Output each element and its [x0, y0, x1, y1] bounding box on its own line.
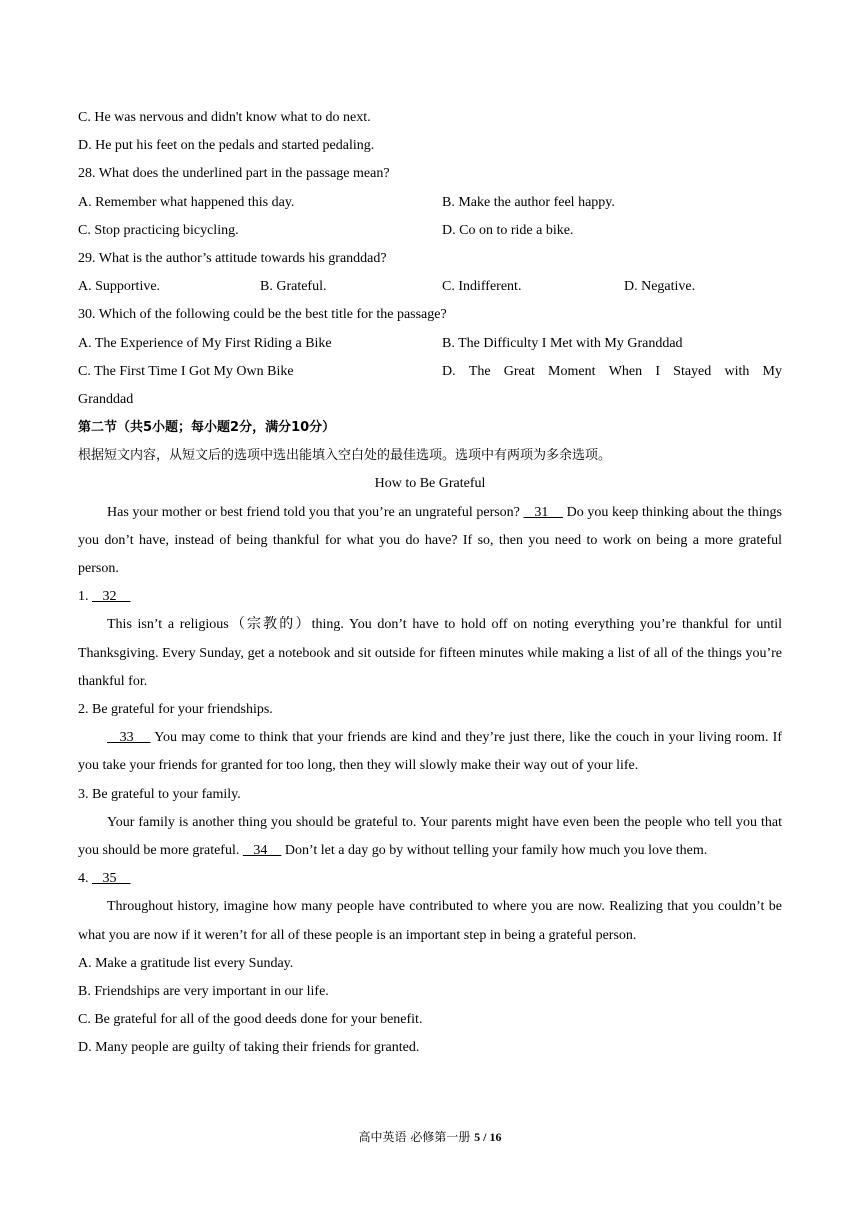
- q30-option-d-word: Great: [503, 363, 535, 379]
- q30-options-row-1: [78, 330, 782, 358]
- q30-option-d-word: My: [762, 363, 782, 379]
- answer-option-d: D. Many people are guilty of taking their friends for granted.: [78, 1040, 420, 1056]
- passage-paragraph-3: [78, 724, 782, 780]
- q28-options-row-1: [78, 189, 782, 217]
- heading-item-1: [78, 583, 782, 611]
- page-content: [78, 104, 782, 1063]
- blank-35: 35: [92, 871, 131, 887]
- q30-option-c: C. The First Time I Got My Own Bike: [78, 363, 294, 379]
- page-footer: [0, 1128, 860, 1145]
- q30-option-d-word: The: [468, 363, 491, 379]
- answer-option-b: B. Friendships are very important in our life.: [78, 984, 329, 999]
- q29-option-b: B. Grateful.: [260, 279, 327, 295]
- q30-option-b: B. The Difficulty I Met with My Granddad: [442, 335, 683, 351]
- q28-option-a: A. Remember what happened this day.: [78, 194, 295, 210]
- passage-paragraph-2: This isn’t a religious（宗教的）thing. You don’t have to hold off on noting everything you’re thankful for until Thanksgiving. Every Sunday, get a notebook and sit outside for fifteen minutes while making a list of all of the things you’re thankful for.: [78, 617, 782, 689]
- answer-option-a: A. Make a gratitude list every Sunday.: [78, 955, 294, 971]
- passage-paragraph-4: [78, 809, 782, 865]
- passage-text: Do you keep thinking about the things you don’t have, instead of being thankful for what you do have? If so, then you need to work on being a more grateful person.: [78, 504, 783, 577]
- q28-option-c: C. Stop practicing bicycling.: [78, 222, 239, 238]
- q30-stem: 30. Which of the following could be the best title for the passage?: [78, 307, 447, 323]
- item-number: 1.: [78, 589, 92, 605]
- section-heading: 第二节（共5小题；每小题2分，满分10分）: [78, 420, 336, 436]
- q29-option-d: D. Negative.: [624, 279, 696, 295]
- q30-option-d-word: Stayed: [673, 363, 712, 379]
- passage-text: Has your mother or best friend told you that you’re an ungrateful person?: [107, 504, 520, 520]
- q29-options-row: [78, 273, 782, 301]
- q30-options-row-2: [78, 358, 782, 386]
- q27-option-c: C. He was nervous and didn't know what to do next.: [78, 110, 371, 125]
- q29-stem: 29. What is the author’s attitude towards his granddad?: [78, 250, 387, 266]
- passage-text: Your family is another thing you should be grateful to. Your parents might have even been the people who tell you that you should be more grateful.: [78, 814, 782, 859]
- q30-option-d: [442, 358, 782, 386]
- q30-option-d-continued: Granddad: [78, 391, 134, 407]
- heading-item-2: 2. Be grateful for your friendships.: [78, 702, 273, 718]
- q30-option-a: A. The Experience of My First Riding a Bike: [78, 335, 332, 351]
- passage-title: How to Be Grateful: [374, 476, 486, 492]
- passage-paragraph-1: [78, 499, 782, 584]
- blank-32: 32: [92, 589, 131, 605]
- passage-text: Don’t let a day go by without telling your family how much you love them.: [281, 843, 708, 859]
- blank-33: 33: [107, 730, 151, 746]
- q28-option-b: B. Make the author feel happy.: [442, 194, 615, 210]
- q30-option-d-word: I: [655, 363, 660, 379]
- blank-34: 34: [242, 843, 282, 859]
- q30-option-d-word: D.: [442, 363, 456, 379]
- q29-option-c: C. Indifferent.: [442, 279, 522, 295]
- q30-option-d-word: Moment: [548, 363, 596, 379]
- heading-item-3: 3. Be grateful to your family.: [78, 786, 241, 802]
- q28-options-row-2: [78, 217, 782, 245]
- passage-paragraph-5: Throughout history, imagine how many people have contributed to where you are now. Realizing that you couldn’t be what you are now if it weren’t for all of these people is an important step in being a grateful person.: [78, 899, 782, 943]
- footer-label: 高中英语 必修第一册: [358, 1130, 475, 1144]
- passage-text: You may come to think that your friends are kind and they’re just there, like the couch in your living room. If you take your friends for granted for too long, then they will slowly make their way out of your life.: [78, 730, 782, 774]
- answer-option-c: C. Be grateful for all of the good deeds done for your benefit.: [78, 1012, 423, 1028]
- heading-item-4: [78, 865, 782, 893]
- section-instruction: 根据短文内容，从短文后的选项中选出能填入空白处的最佳选项。选项中有两项为多余选项。: [78, 448, 612, 464]
- page-number: 5 / 16: [474, 1130, 502, 1144]
- item-number: 4.: [78, 871, 92, 887]
- q29-option-a: A. Supportive.: [78, 279, 161, 295]
- q28-stem: 28. What does the underlined part in the passage mean?: [78, 166, 390, 182]
- q28-option-d: D. Co on to ride a bike.: [442, 222, 574, 238]
- blank-31: 31: [523, 504, 563, 520]
- q27-option-d: D. He put his feet on the pedals and started pedaling.: [78, 138, 375, 154]
- q30-option-d-word: When: [608, 363, 643, 379]
- q30-option-d-word: with: [724, 363, 750, 379]
